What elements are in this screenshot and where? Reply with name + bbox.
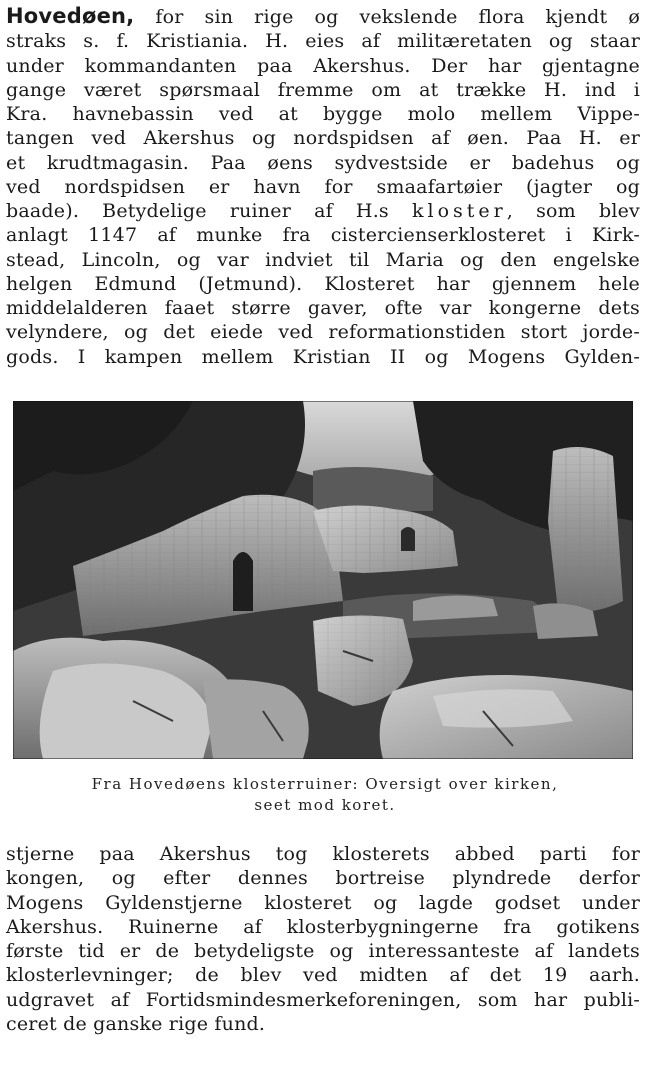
text-line: et krudtmagasin. Paa øens sydvestside er badehus og <box>6 151 640 174</box>
text-line: gods. I kampen mellem Kristian II og Mogens Gylden- <box>6 345 640 368</box>
text-line: kongen, og efter dennes bortreise plyndrede derfor <box>6 867 640 890</box>
headword: Hovedøen, <box>6 4 135 28</box>
text-line: baade). Betydelige ruiner af H.s kloster, som blev <box>6 200 640 222</box>
text-line: Kra. havnebassin ved at bygge molo mellem Vippe- <box>6 103 640 125</box>
text-line: straks s. f. Kristiania. H. eies af militæretaten og staar <box>6 30 640 53</box>
text-line: stead, Lincoln, og var indviet til Maria og den engelske <box>6 248 640 271</box>
ruins-photograph <box>13 401 633 759</box>
text-line: ved nordspidsen er havn for smaafartøier (jagter og <box>6 175 640 198</box>
text-line: under kommandanten paa Akershus. Der har gjentagne <box>6 54 640 77</box>
text-line: Hovedøen, for sin rige og vekslende flora kjendt ø <box>6 4 640 28</box>
caption-line: Fra Hovedøens klosterruiner: Oversigt over kirken, <box>91 775 559 793</box>
caption-line: seet mod koret. <box>254 796 396 814</box>
text-line: anlagt 1147 af munke fra cistercienserklosteret i Kirk- <box>6 224 640 247</box>
text-line: Mogens Gyldenstjerne klosteret og lagde godset under <box>6 891 640 914</box>
text-line: ceret de ganske rige fund. <box>6 1012 266 1035</box>
article-text-bottom <box>6 842 640 1036</box>
text-line: klosterlevninger; de blev ved midten af det 19 aarh. <box>6 964 640 987</box>
figure-caption <box>0 774 650 816</box>
spaced-emphasis: kloster <box>411 200 507 222</box>
text-line: Akershus. Ruinerne af klosterbygningerne fra gotikens <box>6 915 640 938</box>
text-line: gange været spørsmaal fremme om at trække H. ind i <box>6 78 640 101</box>
text-line: middelalderen faaet større gaver, ofte var kongerne dets <box>6 297 640 319</box>
article-text-top <box>6 4 640 369</box>
text-line: tangen ved Akershus og nordspidsen af øen. Paa H. er <box>6 127 640 150</box>
text-line: første tid er de betydeligste og interessanteste af landets <box>6 940 640 962</box>
text-line: velyndere, og det eiede ved reformationstiden stort jorde- <box>6 321 640 344</box>
text-line: udgravet af Fortidsmindesmerkeforeningen, som har publi- <box>6 988 640 1011</box>
text-line: helgen Edmund (Jetmund). Klosteret har gjennem hele <box>6 272 640 295</box>
ruins-photo-illustration <box>13 401 633 759</box>
text-line: stjerne paa Akershus tog klosterets abbed parti for <box>6 843 640 865</box>
